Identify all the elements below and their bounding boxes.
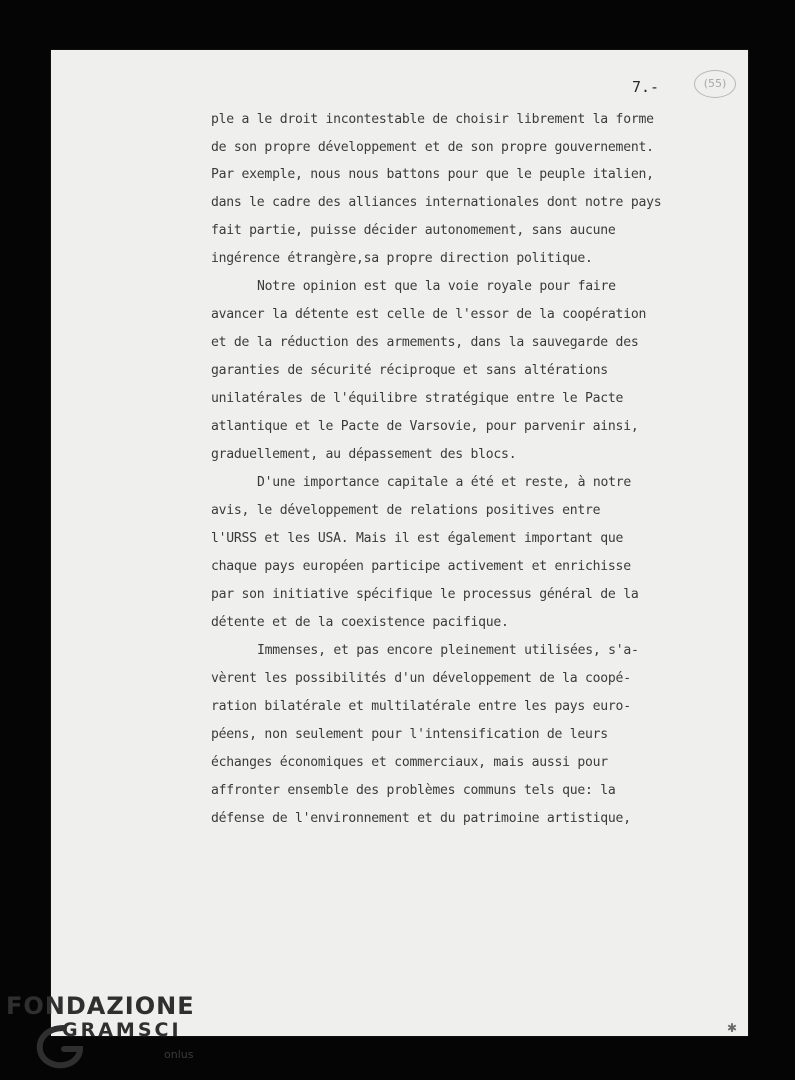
text-line: Immenses, et pas encore pleinement utilisées, s'a- [257, 643, 639, 658]
text-line: garanties de sécurité réciproque et sans altérations [211, 363, 608, 378]
text-line: vèrent les possibilités d'un développement de la coopé- [211, 671, 631, 686]
text-line: l'URSS et les USA. Mais il est également important que [211, 531, 624, 546]
logo-text-onlus: onlus [164, 1048, 194, 1061]
text-line: avancer la détente est celle de l'essor de la coopération [211, 307, 647, 322]
text-line: chaque pays européen participe activement et enrichisse [211, 559, 631, 574]
text-line: péens, non seulement pour l'intensification de leurs [211, 727, 608, 742]
text-line: ingérence étrangère,sa propre direction politique. [211, 251, 593, 266]
corner-mark-icon: ✱ [727, 1021, 738, 1035]
text-line: ple a le droit incontestable de choisir librement la forme [211, 112, 654, 127]
text-line: ration bilatérale et multilatérale entre les pays euro- [211, 699, 631, 714]
archive-stamp: (55) [694, 70, 736, 98]
page-number: 7.- [632, 78, 660, 96]
text-line: Notre opinion est que la voie royale pour faire [257, 279, 616, 294]
text-line: affronter ensemble des problèmes communs tels que: la [211, 783, 616, 798]
text-line: fait partie, puisse décider autonomement, sans aucune [211, 223, 616, 238]
text-line: défense de l'environnement et du patrimoine artistique, [211, 811, 631, 826]
logo-text-gramsci: GRAMSCI [62, 1019, 182, 1041]
text-line: D'une importance capitale a été et reste, à notre [257, 475, 632, 490]
text-line: avis, le développement de relations positives entre [211, 503, 601, 518]
fondazione-gramsci-logo [6, 992, 206, 1072]
logo-text-fondazione: FONDAZIONE [6, 992, 195, 1020]
text-line: et de la réduction des armements, dans la sauvegarde des [211, 335, 639, 350]
text-line: graduellement, au dépassement des blocs. [211, 447, 517, 462]
text-line: dans le cadre des alliances internationales dont notre pays [211, 195, 662, 210]
text-line: par son initiative spécifique le processus général de la [211, 587, 639, 602]
text-line: de son propre développement et de son propre gouvernement. [211, 140, 654, 155]
text-line: unilatérales de l'équilibre stratégique entre le Pacte [211, 391, 624, 406]
text-line: échanges économiques et commerciaux, mais aussi pour [211, 755, 608, 770]
text-line: atlantique et le Pacte de Varsovie, pour parvenir ainsi, [211, 419, 639, 434]
text-line: Par exemple, nous nous battons pour que le peuple italien, [211, 167, 654, 182]
text-line: détente et de la coexistence pacifique. [211, 615, 509, 630]
